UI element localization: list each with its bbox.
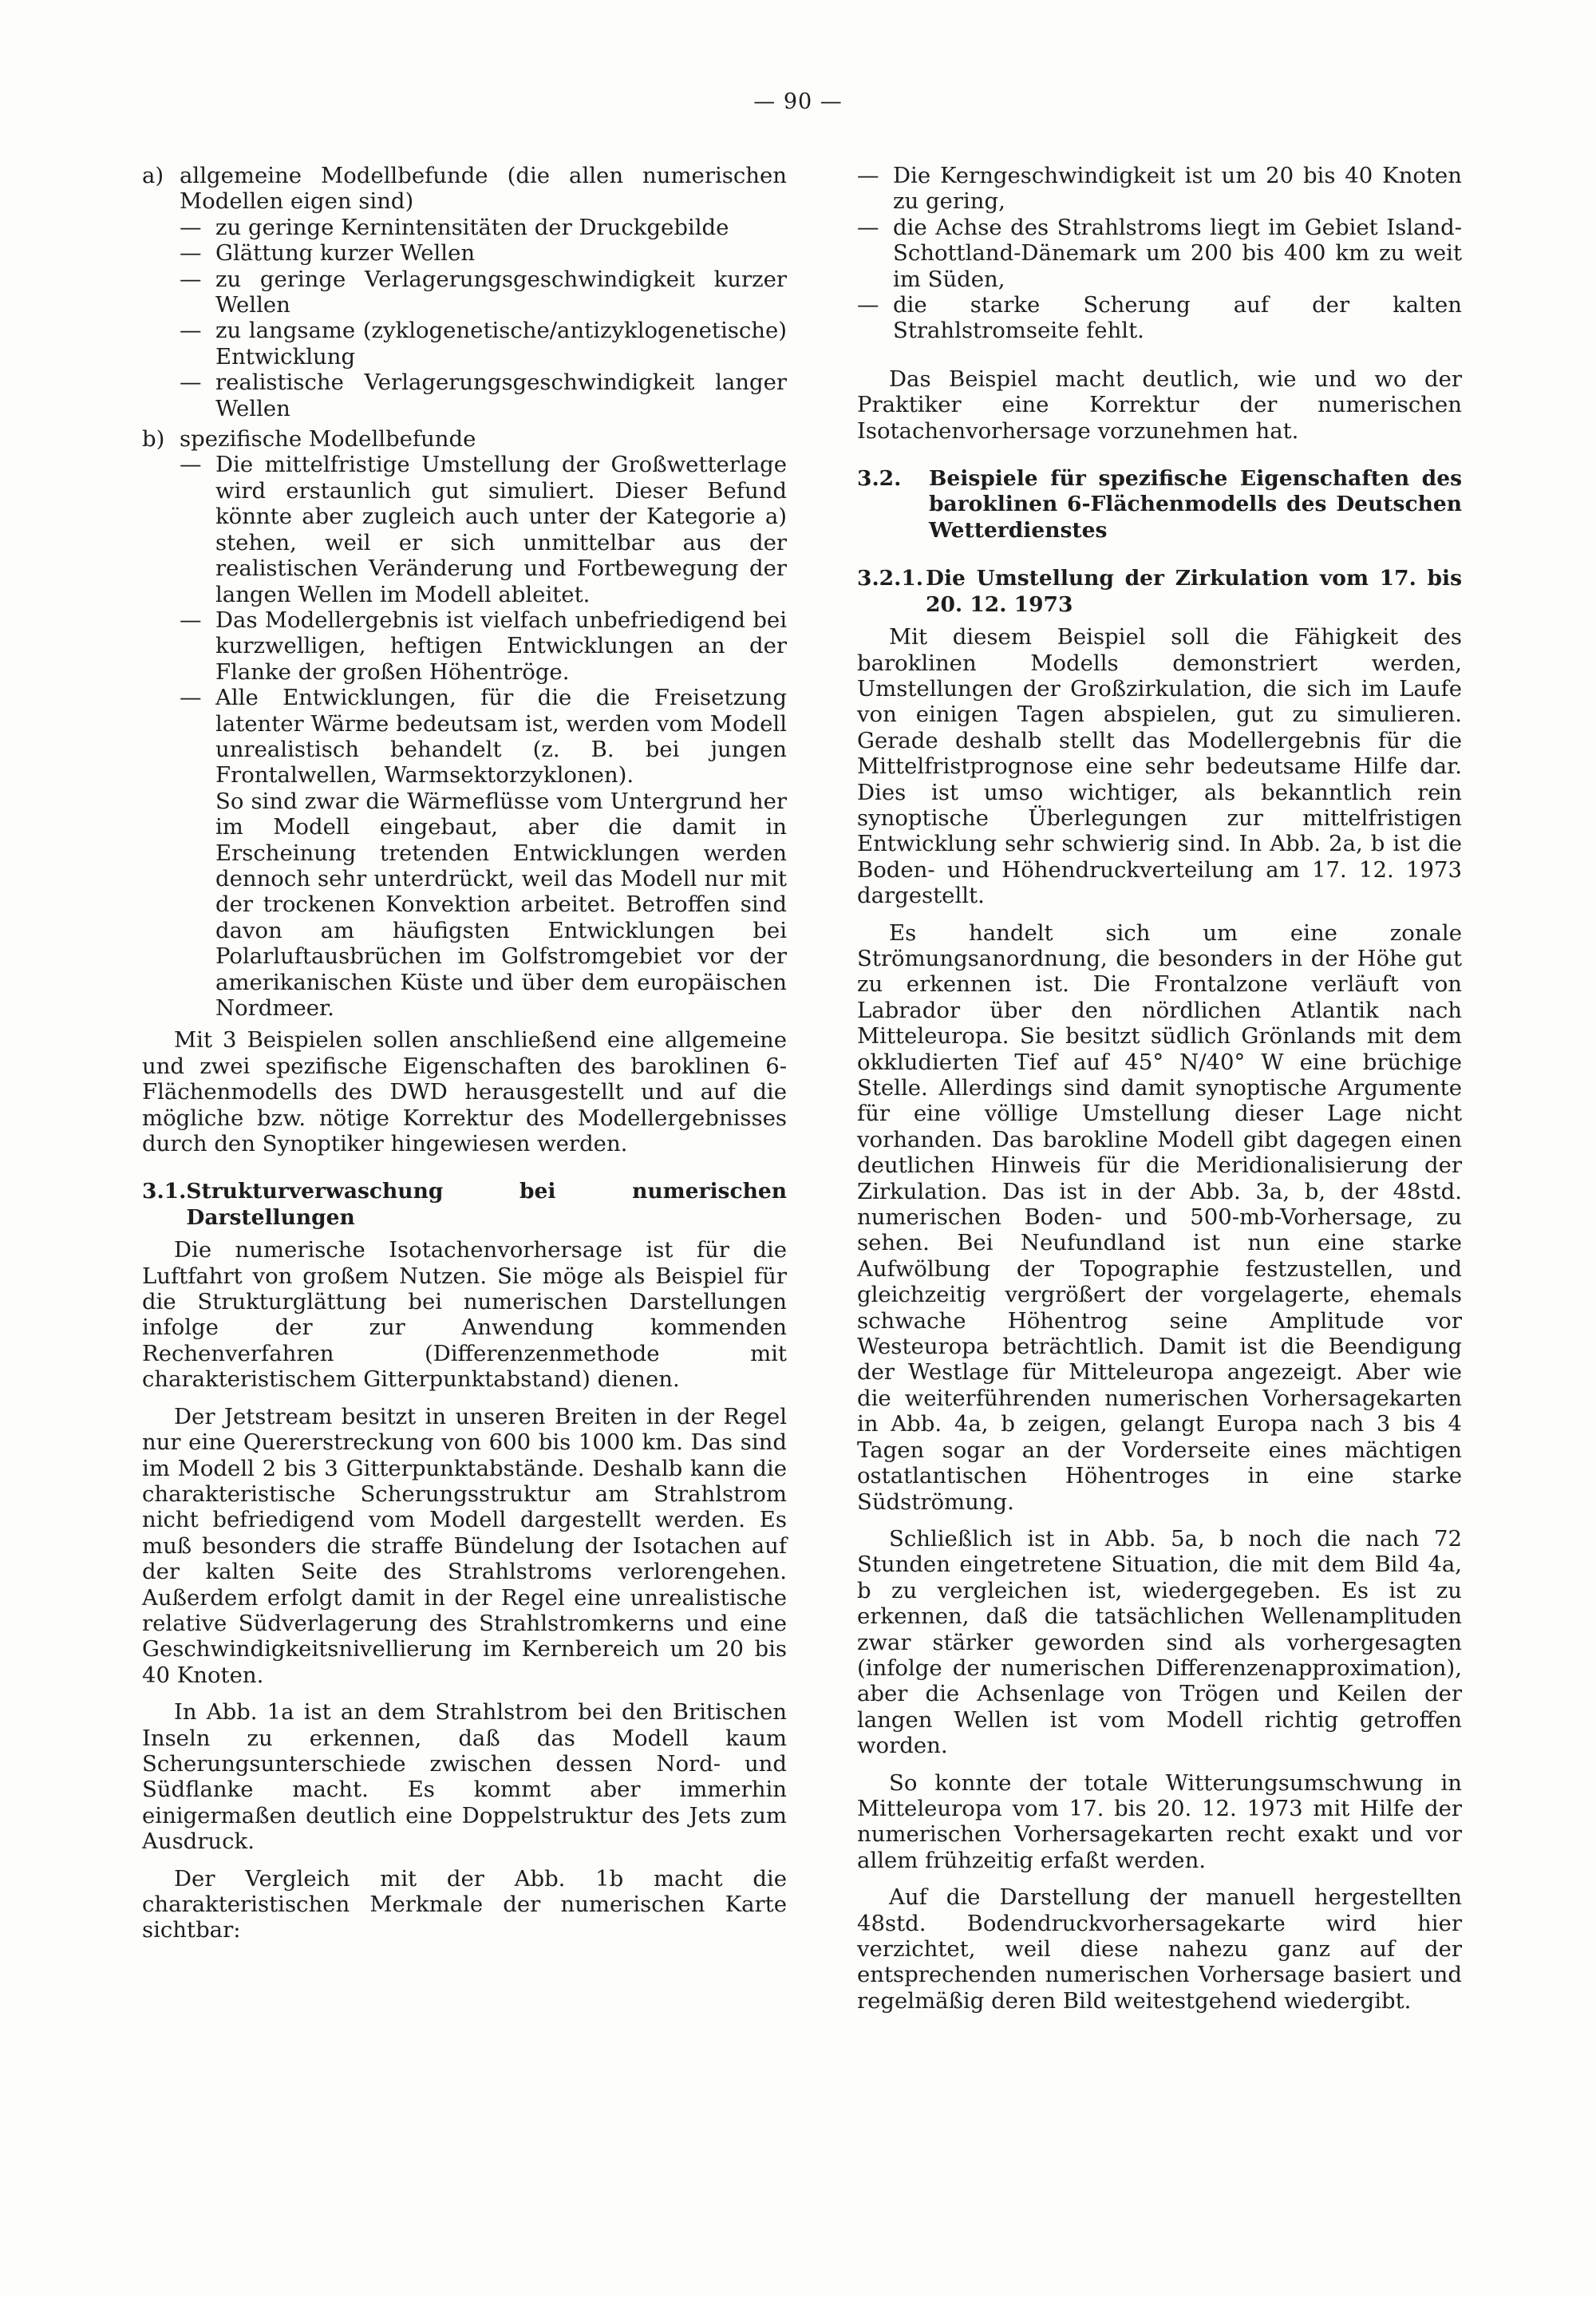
dash-item: — zu langsame (zyklogenetische/antizyklogenetische) Entwicklung: [180, 318, 787, 370]
paragraph: Das Beispiel macht deutlich, wie und wo der Praktiker eine Korrektur der numerischen Isotachenvorhersage vorzunehmen hat.: [857, 366, 1462, 444]
dash-icon: —: [857, 214, 879, 240]
dash-item: — Glättung kurzer Wellen: [180, 240, 476, 267]
list-item-text: spezifische Modellbefunde: [180, 426, 476, 453]
paragraph: Der Vergleich mit der Abb. 1b macht die charakteristischen Merkmale der numerischen Karte sichtbar:: [142, 1865, 787, 1943]
list-item-text: allgemeine Modellbefunde (die allen numerischen Modellen eigen sind): [180, 163, 787, 215]
dash-item: — Die Kerngeschwindigkeit ist um 20 bis 40 Knoten zu gering,: [857, 163, 1462, 215]
dash-item: — Alle Entwicklungen, für die die Freisetzung latenter Wärme bedeutsam ist, werden vom Modell unrealistisch behandelt (z. B. bei jungen Frontalwellen, Warmsektorzyklonen).: [180, 685, 787, 789]
list-marker: b): [142, 426, 165, 453]
paragraph: So konnte der totale Witterungsumschwung in Mitteleuropa vom 17. bis 20. 12. 1973 mit Hilfe der numerischen Vorhersagekarten recht exakt und vor allem frühzeitig erfaßt werden.: [857, 1769, 1462, 1873]
right-column: [857, 163, 1462, 2014]
paragraph: Mit diesem Beispiel soll die Fähigkeit des baroklinen Modells demonstriert werden, Umstellungen der Großzirkulation, die sich im Laufe von einigen Tagen abspielen, gut zu simulieren. Gerade deshalb stellt das Modellergebnis für die Mittelfristprognose eine sehr bedeutsame Hilfe dar. Dies ist umso wichtiger, als bekanntlich rein synoptische Überlegungen zur mittelfristigen Entwicklung sehr schwierig sind. In Abb. 2a, b ist die Boden- und Höhendruckverteilung am 17. 12. 1973 dargestellt.: [857, 624, 1462, 909]
section-title: Strukturverwaschung bei numerischen Darstellungen: [186, 1179, 787, 1230]
paragraph: Auf die Darstellung der manuell hergestellten 48std. Bodendruckvorhersagekarte wird hier verzichtet, weil diese nahezu ganz auf der entsprechenden numerischen Vorhersage basiert und regelmäßig deren Bild weitestgehend wiedergibt.: [857, 1884, 1462, 2014]
dash-icon: —: [180, 452, 202, 478]
dash-icon: —: [180, 214, 202, 240]
section-heading-3-2: [857, 466, 1462, 544]
dash-item: — realistische Verlagerungsgeschwindigkeit langer Wellen: [180, 370, 787, 421]
dash-item: — die Achse des Strahlstroms liegt im Gebiet Island-Schottland-Dänemark um 200 bis 400 km zu weit im Süden,: [857, 214, 1462, 292]
list-item-b: [142, 426, 787, 452]
section-title: Die Umstellung der Zirkulation vom 17. bis 20. 12. 1973: [926, 566, 1462, 617]
section-number: 3.2.: [857, 466, 902, 492]
paragraph: Der Jetstream besitzt in unseren Breiten in der Regel nur eine Quererstreckung von 600 bis 1000 km. Das sind im Modell 2 bis 3 Gitterpunktabstände. Deshalb kann die charakteristische Scherungsstruktur am Strahlstrom nicht befriedigend vom Modell dargestellt werden. Es muß besonders die straffe Bündelung der Isotachen auf der kalten Seite des Strahlstroms verlorengehen. Außerdem erfolgt damit in der Regel eine unrealistische relative Südverlagerung des Strahlstromkerns und eine Geschwindigkeitsnivellierung im Kernbereich um 20 bis 40 Knoten.: [142, 1403, 787, 1688]
paragraph: In Abb. 1a ist an dem Strahlstrom bei den Britischen Inseln zu erkennen, daß das Modell kaum Scherungsunterschiede zwischen dessen Nord- und Südflanke macht. Es kommt aber immerhin einigermaßen deutlich eine Doppelstruktur des Jets zum Ausdruck.: [142, 1699, 787, 1855]
paragraph: Es handelt sich um eine zonale Strömungsanordnung, die besonders in der Höhe gut zu erkennen ist. Die Frontalzone verläuft von Labrador über den nördlichen Atlantik nach Mitteleuropa. Sie besitzt südlich Grönlands mit dem okkludierten Tief auf 45° N/40° W eine brüchige Stelle. Allerdings sind damit synoptische Argumente für eine völlige Umstellung dieser Lage nicht vorhanden. Das barokline Modell gibt dagegen einen deutlichen Hinweis für die Meridionalisierung der Zirkulation. Das ist in der Abb. 3a, b, der 48std. numerischen Boden- und 500-mb-Vorhersage, zu sehen. Bei Neufundland ist nun eine starke Aufwölbung der Topographie festzustellen, und gleichzeitig vergrößert der vorgelagerte, ehemals schwache Höhentrog seine Amplitude vor Westeuropa beträchtlich. Damit ist die Beendigung der Westlage für Mitteleuropa angezeigt. Aber wie die weiterführenden numerischen Vorhersagekarten in Abb. 4a, b zeigen, gelangt Europa nach 3 bis 4 Tagen sogar an der Vorderseite eines mächtigen ostatlantischen Höhentroges in eine starke Südströmung.: [857, 919, 1462, 1515]
dash-item: — die starke Scherung auf der kalten Strahlstromseite fehlt.: [857, 292, 1462, 344]
list-marker: a): [142, 163, 164, 188]
dash-icon: —: [180, 685, 202, 711]
dash-item: — Die mittelfristige Umstellung der Großwetterlage wird erstaunlich gut simuliert. Dieser Befund könnte aber zugleich auch unter der Kategorie a) stehen, weil er sich unmittelbar aus der realistischen Veränderung und Fortbewegung der langen Wellen im Modell ableitet.: [180, 452, 787, 607]
dash-item: — zu geringe Kernintensitäten der Druckgebilde: [180, 214, 729, 240]
paragraph: Schließlich ist in Abb. 5a, b noch die nach 72 Stunden eingetretene Situation, die mit dem Bild 4a, b zu vergleichen ist, wiedergegeben. Es ist zu erkennen, daß die tatsächlichen Wellenamplituden zwar stärker geworden sind als vorhergesagten (infolge der numerischen Differenzenapproximation), aber die Achsenlage von Trögen und Keilen der langen Wellen ist vom Modell richtig getroffen worden.: [857, 1525, 1462, 1759]
dash-icon: —: [857, 163, 879, 188]
section-heading-3-1: [142, 1179, 787, 1231]
section-heading-3-2-1: [857, 566, 1462, 618]
dash-icon: —: [857, 292, 879, 318]
dash-list-b: [142, 452, 787, 788]
dash-icon: —: [180, 318, 202, 344]
dash-icon: —: [180, 266, 202, 292]
dash-item: — zu geringe Verlagerungsgeschwindigkeit kurzer Wellen: [180, 266, 787, 318]
section-number: 3.1.: [142, 1179, 187, 1204]
section-title: Beispiele für spezifische Eigenschaften des baroklinen 6-Flächenmodells des Deutschen Wetterdienstes: [929, 466, 1462, 543]
list-item-a: [142, 163, 787, 215]
left-column: [142, 163, 787, 1943]
dash-icon: —: [180, 607, 202, 633]
paragraph: Mit 3 Beispielen sollen anschließend eine allgemeine und zwei spezifische Eigenschaften des baroklinen 6-Flächenmodells des DWD herausgestellt und auf die mögliche bzw. nötige Korrektur des Modellergebnisses durch den Synoptiker hingewiesen werden.: [142, 1027, 787, 1157]
dash-continuation: So sind zwar die Wärmeflüsse vom Untergrund her im Modell eingebaut, aber die damit in Erscheinung tretenden Entwicklungen werden dennoch sehr unterdrückt, weil das Modell nur mit der trockenen Konvektion arbeitet. Betroffen sind davon am häufigsten Entwicklungen bei Polarluftausbrüchen im Golfstromgebiet vor der amerikanischen Küste und über dem europäischen Nordmeer.: [215, 788, 787, 1021]
section-number: 3.2.1.: [857, 566, 923, 591]
dash-item: — Das Modellergebnis ist vielfach unbefriedigend bei kurzwelligen, heftigen Entwicklungen an der Flanke der großen Höhentröge.: [180, 607, 787, 685]
paragraph: Die numerische Isotachenvorhersage ist für die Luftfahrt von großem Nutzen. Sie möge als Beispiel für die Strukturglättung bei numerischen Darstellungen infolge der zur Anwendung kommenden Rechenverfahren (Differenzenmethode mit charakteristischem Gitterpunktabstand) dienen.: [142, 1237, 787, 1393]
dash-icon: —: [180, 240, 202, 267]
page-number: — 90 —: [753, 89, 843, 114]
dash-list-a: [142, 215, 787, 421]
dash-icon: —: [180, 370, 202, 396]
